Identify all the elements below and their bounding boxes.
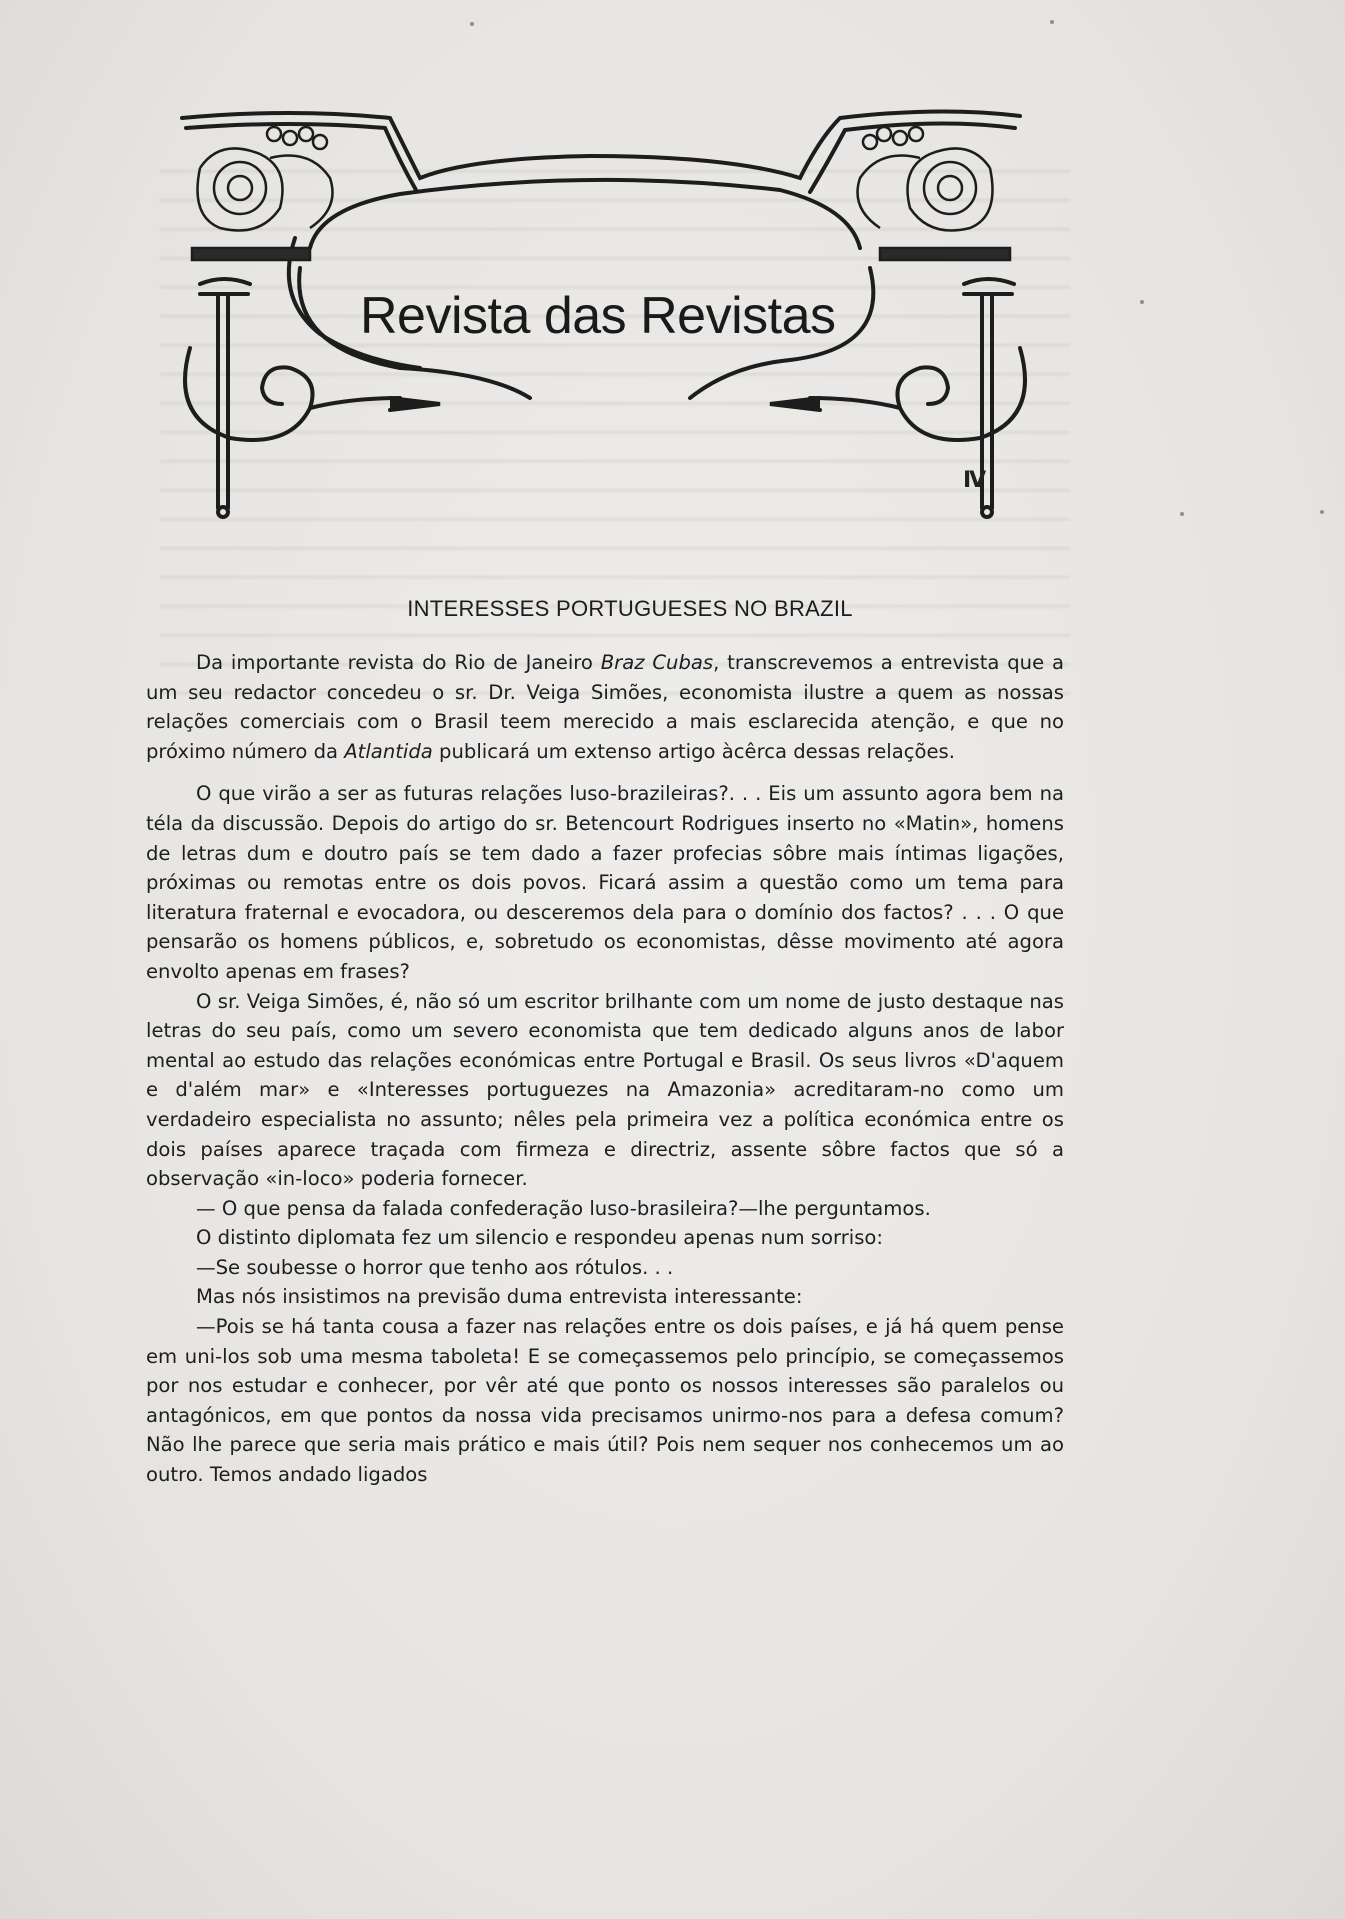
magazine-name: Braz Cubas [600, 651, 714, 674]
paper-speck [470, 22, 474, 26]
paragraph: —Se soubesse o horror que tenho aos rótulos. . . [196, 1255, 674, 1279]
artist-monogram: IV [963, 468, 985, 493]
intro-text-1: Da importante revista do Rio de Janeiro [196, 651, 601, 674]
paragraph: —Pois se há tanta cousa a fazer nas relações entre os dois países, e já há quem pense em uni-los sob uma mesma taboleta! E se começassemos pelo princípio, se começassemos por nos estudar e conhecer, por vêr até que ponto os nossos interesses são paralelos ou antagónicos, em que pontos da nossa vida precisamos unirmo-nos para a defesa comum? Não lhe parece que seria mais prático e mais útil? Pois nem sequer nos conhecemos um ao outro. Temos andado ligados [146, 1315, 1064, 1487]
journal-name: Atlantida [344, 739, 433, 763]
paragraph: O que virão a ser as futuras relações luso-brazileiras?. . . Eis um assunto agora bem na téla da discussão. Depois do artigo do sr. Betencourt Rodrigues inserto no «Matin», homens de letras dum e doutro país se tem dado a fazer profecias sôbre mais íntimas ligações, próximas ou remotas entre os dois povos. Ficará assim a questão como um tema para literatura fraternal e evocadora, ou desceremos dela para o domínio dos factos? . . . O que pensarão os homens públicos, e, sobretudo os economistas, dêsse movimento até agora envolto apenas em frases? [146, 782, 1064, 983]
paragraph: O distinto diplomata fez um silencio e respondeu apenas num sorriso: [196, 1226, 884, 1250]
article-title: INTERESSES PORTUGUESES NO BRAZIL [407, 596, 853, 621]
article-body [146, 648, 1064, 1490]
paragraph: Mas nós insistimos na previsão duma entrevista interessante: [196, 1285, 803, 1309]
paper-speck [1050, 20, 1054, 24]
paper-speck [1320, 510, 1324, 514]
intro-paragraph [146, 648, 1064, 766]
intro-text-2: , transcrevemos a entrevista que a um seu redactor concedeu o sr. Dr. Veiga Simões, economista ilustre a quem as nossas relações comerciais com o Brasil teem merecido a mais esclarecida atenção, e que no próximo número da [146, 651, 1064, 763]
paragraph: — O que pensa da falada confederação luso-brasileira?—lhe perguntamos. [196, 1196, 931, 1220]
section-title: Revista das Revistas [360, 287, 836, 345]
paragraph: O sr. Veiga Simões, é, não só um escritor brilhante com um nome de justo destaque nas letras do seu país, como um severo economista que tem dedicado alguns anos de labor mental ao estudo das relações económicas entre Portugal e Brasil. Os seus livros «D'aquem e d'além mar» e «Interesses portuguezes na Amazonia» acreditaram-no como um verdadeiro especialista no assunto; nêles pela primeira vez a política económica entre os dois países aparece traçada com firmeza e directriz, assente sôbre factos que só a observação «in-loco» poderia fornecer. [146, 989, 1064, 1191]
intro-text-3: publicará um extenso artigo àcêrca dessas relações. [432, 739, 955, 763]
paper-speck [1140, 300, 1144, 304]
paper-speck [1180, 512, 1184, 516]
